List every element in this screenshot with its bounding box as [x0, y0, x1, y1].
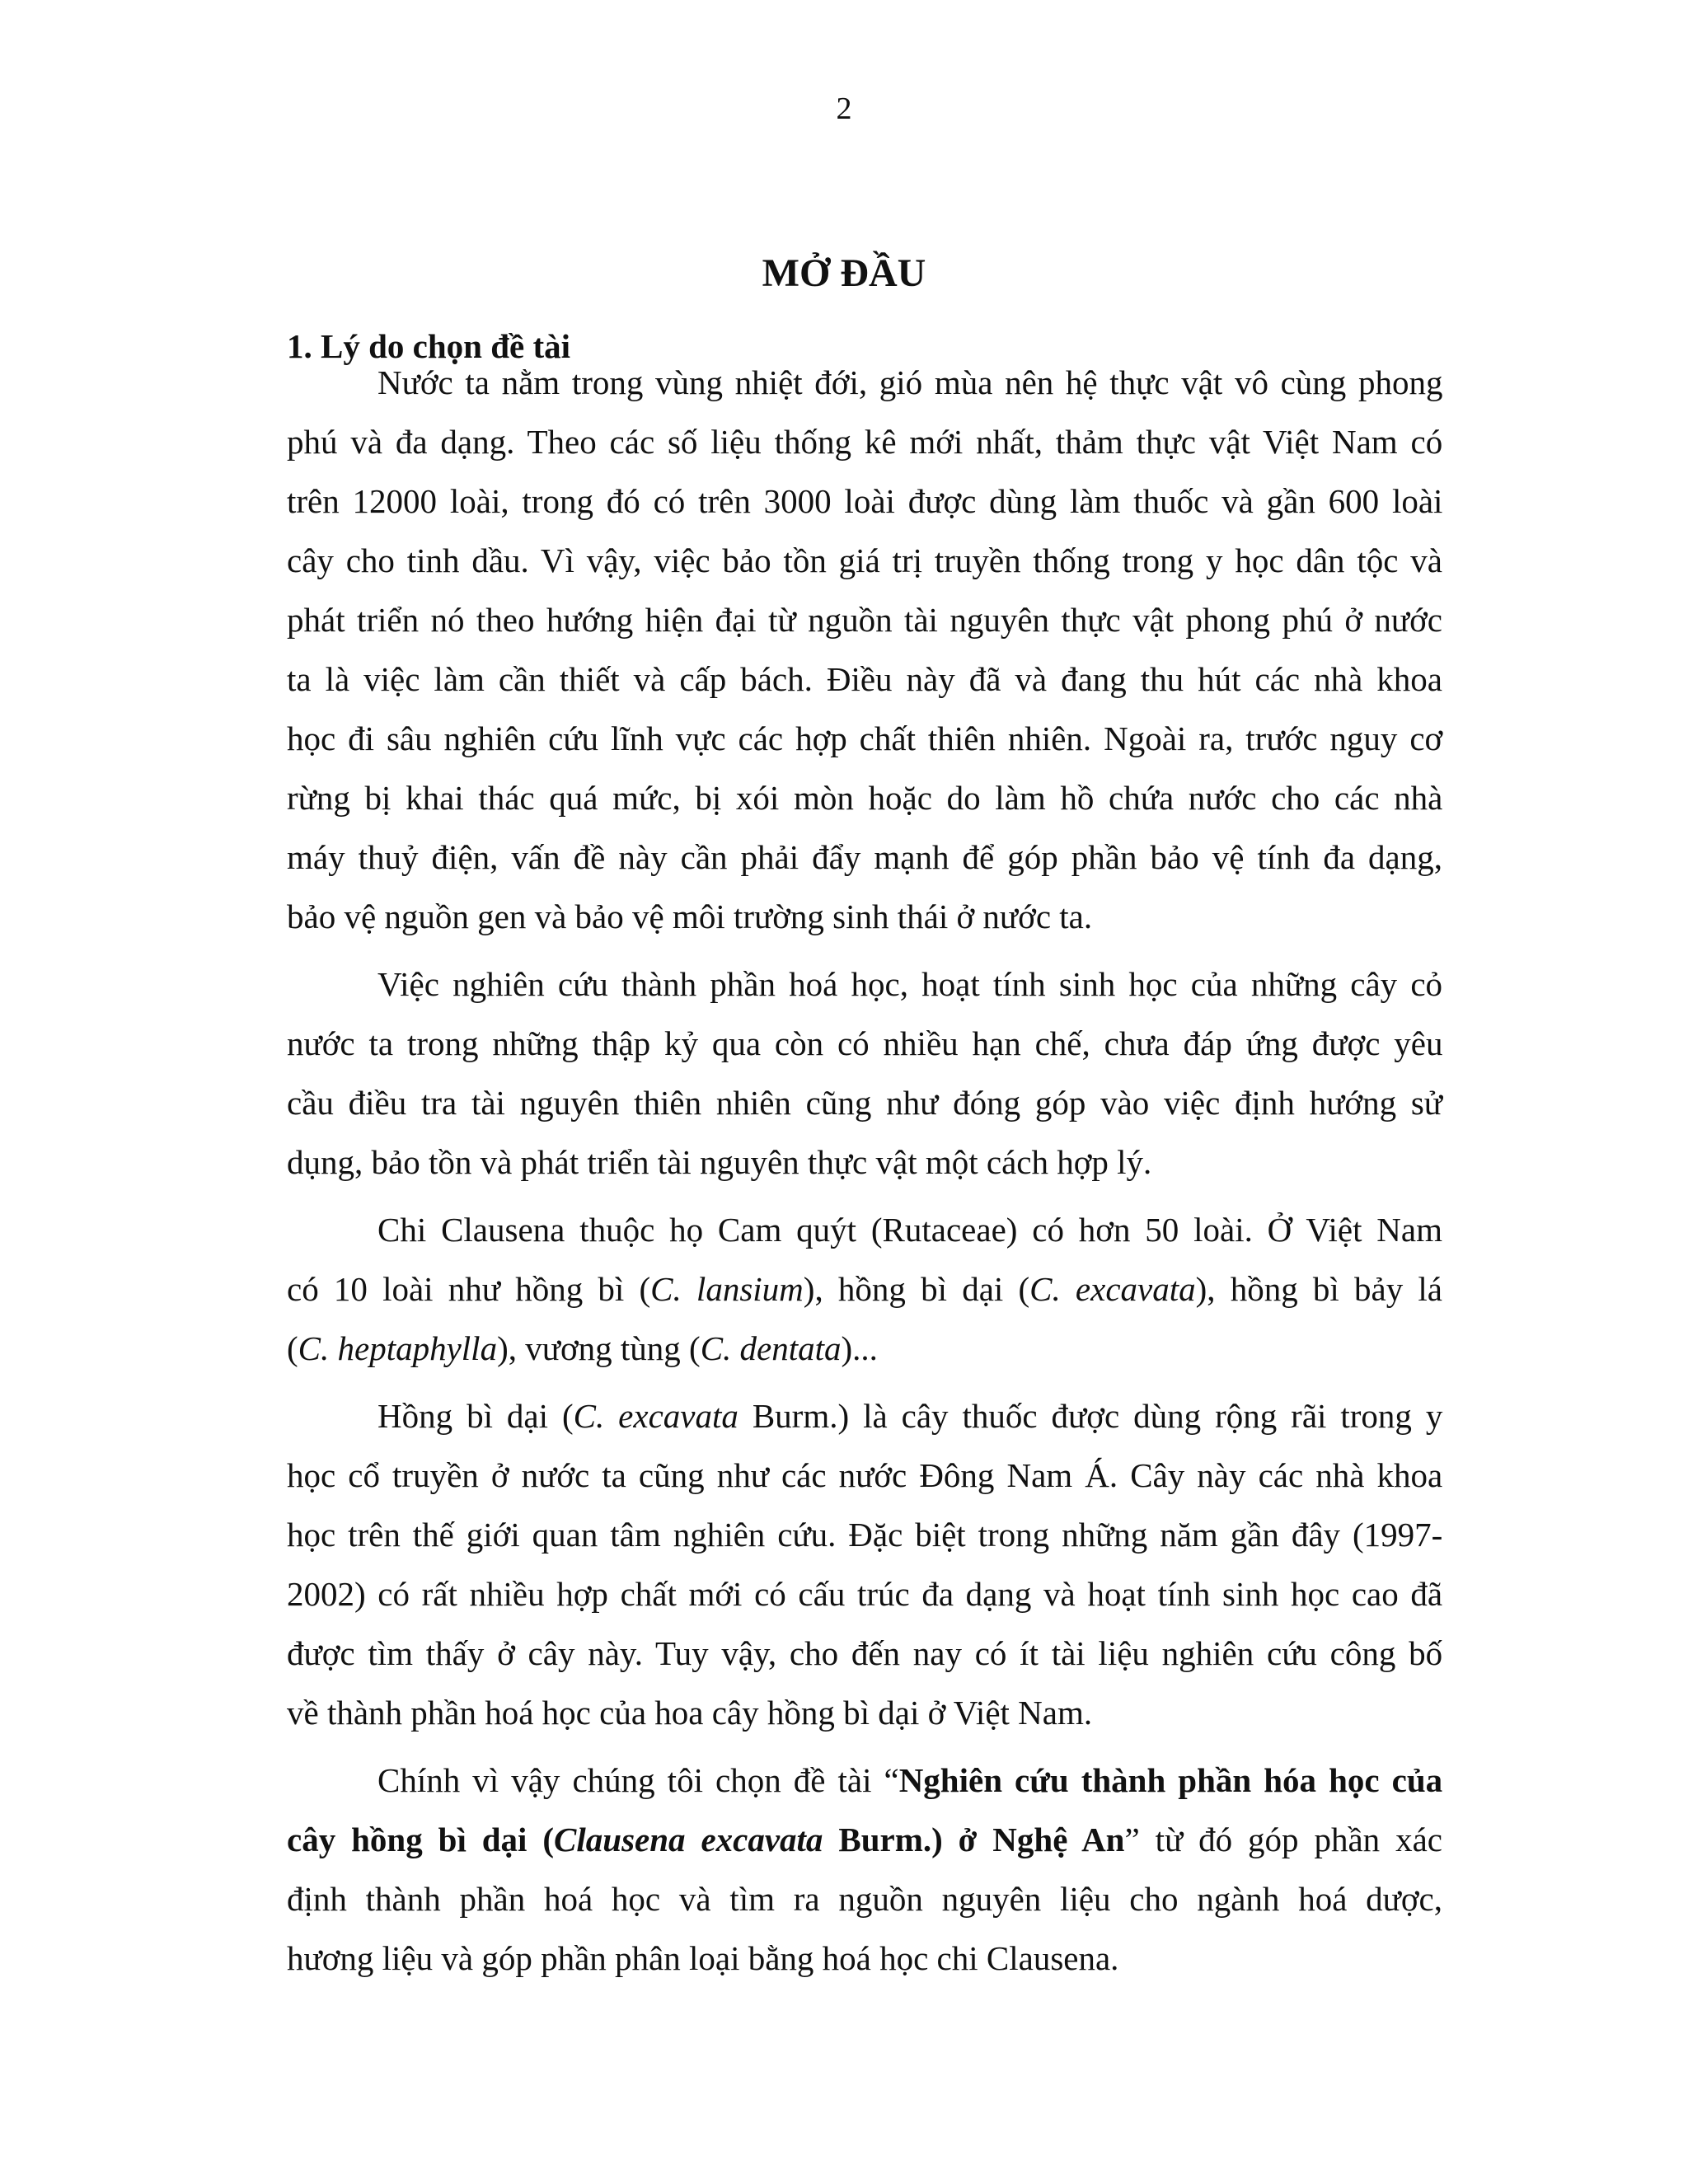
text-line: cây cho tinh dầu. Vì vậy, việc bảo tồn giá trị truyền thống trong y học dân tộc và: [287, 541, 1442, 579]
text-line: học đi sâu nghiên cứu lĩnh vực các hợp chất thiên nhiên. Ngoài ra, trước nguy cơ: [287, 719, 1443, 757]
text-line: [287, 1386, 1442, 1446]
text-line: học trên thế giới quan tâm nghiên cứu. Đặc biệt trong những năm gần đây (1997-: [287, 1516, 1443, 1554]
page-title: MỞ ĐẦU: [762, 251, 926, 296]
species-name: C. lansium: [650, 1270, 804, 1308]
text-run: (: [287, 1329, 298, 1367]
text-line: học cổ truyền ở nước ta cũng như các nước Đông Nam Á. Cây này các nhà khoa: [287, 1456, 1443, 1494]
paragraph-2: [287, 954, 1442, 1192]
text-line: phú và đa dạng. Theo các số liệu thống kê mới nhất, thảm thực vật Việt Nam có: [287, 423, 1443, 461]
text-line: hương liệu và góp phần phân loại bằng hoá học chi Clausena.: [287, 1939, 1119, 1977]
text-run: ), vương tùng (: [497, 1329, 701, 1367]
page-number: 2: [836, 91, 852, 126]
document-body: [287, 353, 1442, 1988]
text-line: 2002) có rất nhiều hợp chất mới có cấu trúc đa dạng và hoạt tính sinh học cao đã: [287, 1575, 1443, 1613]
text-run: có 10 loài như hồng bì (: [287, 1270, 651, 1308]
paragraph-1: [287, 353, 1442, 946]
text-line: [287, 1319, 1442, 1378]
text-line: ta là việc làm cần thiết và cấp bách. Điều này đã và đang thu hút các nhà khoa: [287, 660, 1442, 698]
text-line: [287, 1810, 1442, 1869]
text-line: Nước ta nằm trong vùng nhiệt đới, gió mùa nên hệ thực vật vô cùng phong: [377, 363, 1443, 401]
text-run: )...: [841, 1329, 878, 1367]
text-line: định thành phần hoá học và tìm ra nguồn nguyên liệu cho ngành hoá dược,: [287, 1880, 1442, 1918]
text-line: phát triển nó theo hướng hiện đại từ nguồn tài nguyên thực vật phong phú ở nước: [287, 601, 1442, 639]
thesis-title: Nghiên cứu thành phần hóa học của: [898, 1761, 1443, 1799]
text-line: được tìm thấy ở cây này. Tuy vậy, cho đến nay có ít tài liệu nghiên cứu công bố: [287, 1634, 1443, 1672]
text-line: máy thuỷ điện, vấn đề này cần phải đẩy mạnh để góp phần bảo vệ tính đa dạng,: [287, 838, 1442, 876]
text-run: Chính vì vậy chúng tôi chọn đề tài “: [377, 1761, 899, 1799]
text-line: rừng bị khai thác quá mức, bị xói mòn hoặc do làm hồ chứa nước cho các nhà: [287, 779, 1443, 817]
text-run: Hồng bì dại (: [377, 1397, 574, 1435]
text-line: [287, 1259, 1442, 1319]
text-run: ), hồng bì dại (: [803, 1270, 1030, 1308]
paragraph-3: [287, 1200, 1442, 1378]
paragraph-4: [287, 1386, 1442, 1742]
section-heading: 1. Lý do chọn đề tài: [287, 327, 570, 366]
species-name: C. excavata: [1029, 1270, 1196, 1308]
text-run: cây hồng bì dại (: [287, 1821, 555, 1858]
text-line: Chi Clausena thuộc họ Cam quýt (Rutaceae) có hơn 50 loài. Ở Việt Nam: [377, 1211, 1442, 1249]
species-name: C. excavata: [573, 1397, 738, 1435]
text-line: nước ta trong những thập kỷ qua còn có nhiều hạn chế, chưa đáp ứng được yêu: [287, 1024, 1443, 1062]
text-run: Burm.) ở Nghệ An: [823, 1821, 1125, 1858]
text-line: cầu điều tra tài nguyên thiên nhiên cũng như đóng góp vào việc định hướng sử: [287, 1084, 1442, 1122]
text-line: bảo vệ nguồn gen và bảo vệ môi trường sinh thái ở nước ta.: [287, 898, 1093, 935]
thesis-title: [287, 1821, 1124, 1858]
text-line: [287, 1750, 1442, 1810]
text-line: về thành phần hoá học của hoa cây hồng bì dại ở Việt Nam.: [287, 1694, 1093, 1732]
text-line: Việc nghiên cứu thành phần hoá học, hoạt tính sinh học của những cây cỏ: [377, 965, 1443, 1003]
species-name: Clausena excavata: [554, 1821, 823, 1858]
paragraph-5: [287, 1750, 1442, 1988]
text-line: trên 12000 loài, trong đó có trên 3000 loài được dùng làm thuốc và gần 600 loài: [287, 482, 1443, 520]
text-run: ), hồng bì bảy lá: [1195, 1270, 1443, 1308]
text-run: Burm.) là cây thuốc được dùng rộng rãi trong y: [738, 1397, 1443, 1435]
text-line: dụng, bảo tồn và phát triển tài nguyên thực vật một cách hợp lý.: [287, 1143, 1152, 1181]
text-run: ” từ đó góp phần xác: [1124, 1821, 1442, 1858]
species-name: C. heptaphylla: [298, 1329, 498, 1367]
species-name: C. dentata: [700, 1329, 842, 1367]
